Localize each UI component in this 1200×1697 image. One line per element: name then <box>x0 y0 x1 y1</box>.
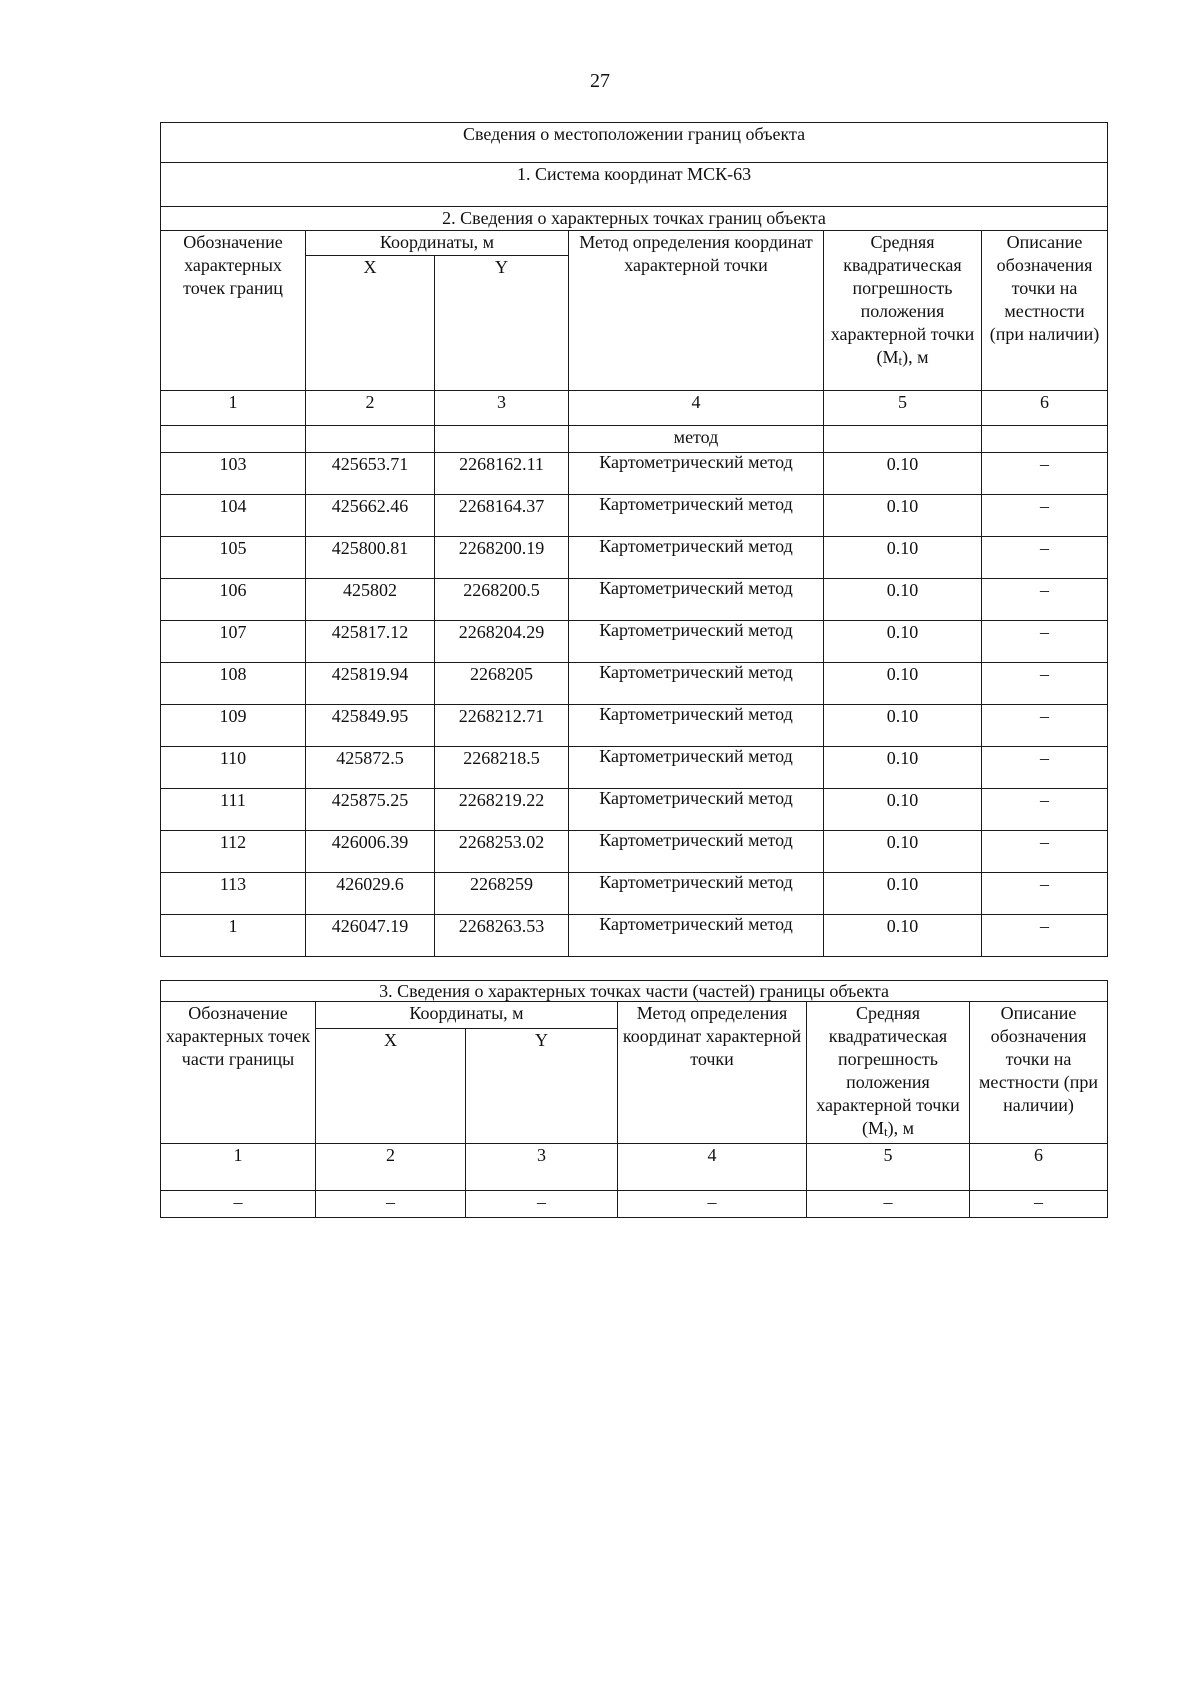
description-cell: – <box>982 579 1108 621</box>
y-coordinate-cell: 2268263.53 <box>435 915 569 957</box>
parts-table <box>160 980 1108 1218</box>
method-cell: Картометрический метод <box>569 453 824 495</box>
error-cell: 0.10 <box>824 705 982 747</box>
error-cell: 0.10 <box>824 873 982 915</box>
header-coordinates: Координаты, м <box>306 231 569 256</box>
empty-cell: – <box>618 1191 807 1218</box>
table-row <box>161 789 1108 831</box>
x-coordinate-cell: 425662.46 <box>306 495 435 537</box>
header-coordinates: Координаты, м <box>316 1002 618 1029</box>
method-cell: Картометрический метод <box>569 537 824 579</box>
empty-cell: – <box>970 1191 1108 1218</box>
y-coordinate-cell: 2268200.19 <box>435 537 569 579</box>
header-x: X <box>306 256 435 391</box>
description-cell: – <box>982 915 1108 957</box>
header-method: Метод определения координат характерной точки <box>618 1002 807 1144</box>
point-id-cell: 104 <box>161 495 306 537</box>
column-number: 4 <box>569 391 824 426</box>
section3-heading: 3. Сведения о характерных точках части (частей) границы объекта <box>161 981 1108 1002</box>
header-designation: Обозначение характерных точек границ <box>161 231 306 391</box>
section2-heading: 2. Сведения о характерных точках границ объекта <box>161 207 1108 231</box>
column-number: 5 <box>807 1144 970 1191</box>
column-number: 5 <box>824 391 982 426</box>
header-error: Средняя квадратическая погрешность положения характерной точки $(M_t)$, м <box>807 1002 970 1144</box>
point-id-cell: 110 <box>161 747 306 789</box>
method-cell: Картометрический метод <box>569 747 824 789</box>
boundary-table <box>160 122 1108 957</box>
point-id-cell: 1 <box>161 915 306 957</box>
description-cell: – <box>982 873 1108 915</box>
table-row <box>161 453 1108 495</box>
point-id-cell: 109 <box>161 705 306 747</box>
column-number: 1 <box>161 1144 316 1191</box>
y-coordinate-cell: 2268219.22 <box>435 789 569 831</box>
table-row <box>161 915 1108 957</box>
page-number: 27 <box>590 70 610 92</box>
table-title: Сведения о местоположении границ объекта <box>161 123 1108 163</box>
table-row <box>161 1191 1108 1218</box>
x-coordinate-cell: 425817.12 <box>306 621 435 663</box>
point-id-cell: 112 <box>161 831 306 873</box>
column-number: 6 <box>970 1144 1108 1191</box>
empty-cell: – <box>316 1191 466 1218</box>
header-x: X <box>316 1029 466 1144</box>
description-cell: – <box>982 537 1108 579</box>
method-cell: Картометрический метод <box>569 705 824 747</box>
column-number: 2 <box>306 391 435 426</box>
point-id-cell: 111 <box>161 789 306 831</box>
x-coordinate-cell: 425849.95 <box>306 705 435 747</box>
x-coordinate-cell: 425819.94 <box>306 663 435 705</box>
method-cell: Картометрический метод <box>569 621 824 663</box>
description-cell: – <box>982 831 1108 873</box>
error-cell: 0.10 <box>824 579 982 621</box>
error-cell: 0.10 <box>824 831 982 873</box>
description-cell: – <box>982 495 1108 537</box>
description-cell: – <box>982 663 1108 705</box>
point-id-cell: 106 <box>161 579 306 621</box>
y-coordinate-cell: 2268162.11 <box>435 453 569 495</box>
header-method: Метод определения координат характерной точки <box>569 231 824 391</box>
y-coordinate-cell: 2268253.02 <box>435 831 569 873</box>
header-designation: Обозначение характерных точек части границы <box>161 1002 316 1144</box>
column-number: 3 <box>435 391 569 426</box>
continuation-text: метод <box>569 426 824 453</box>
column-numbers-row <box>161 391 1108 426</box>
method-cell: Картометрический метод <box>569 663 824 705</box>
description-cell: – <box>982 747 1108 789</box>
error-cell: 0.10 <box>824 747 982 789</box>
x-coordinate-cell: 426006.39 <box>306 831 435 873</box>
column-number: 3 <box>466 1144 618 1191</box>
column-numbers-row <box>161 1144 1108 1191</box>
column-number: 6 <box>982 391 1108 426</box>
table-row <box>161 873 1108 915</box>
header-description: Описание обозначения точки на местности (при наличии) <box>970 1002 1108 1144</box>
table-row <box>161 747 1108 789</box>
column-number: 1 <box>161 391 306 426</box>
method-cell: Картометрический метод <box>569 831 824 873</box>
error-cell: 0.10 <box>824 663 982 705</box>
description-cell: – <box>982 621 1108 663</box>
y-coordinate-cell: 2268204.29 <box>435 621 569 663</box>
y-coordinate-cell: 2268259 <box>435 873 569 915</box>
header-y: Y <box>466 1029 618 1144</box>
empty-cell: – <box>807 1191 970 1218</box>
empty-cell: – <box>161 1191 316 1218</box>
header-y: Y <box>435 256 569 391</box>
x-coordinate-cell: 425653.71 <box>306 453 435 495</box>
error-cell: 0.10 <box>824 621 982 663</box>
point-id-cell: 108 <box>161 663 306 705</box>
method-cell: Картометрический метод <box>569 873 824 915</box>
y-coordinate-cell: 2268212.71 <box>435 705 569 747</box>
table-row <box>161 663 1108 705</box>
error-cell: 0.10 <box>824 915 982 957</box>
empty-cell: – <box>466 1191 618 1218</box>
description-cell: – <box>982 789 1108 831</box>
point-id-cell: 103 <box>161 453 306 495</box>
description-cell: – <box>982 705 1108 747</box>
x-coordinate-cell: 425875.25 <box>306 789 435 831</box>
point-id-cell: 105 <box>161 537 306 579</box>
column-number: 2 <box>316 1144 466 1191</box>
table-row <box>161 537 1108 579</box>
y-coordinate-cell: 2268218.5 <box>435 747 569 789</box>
method-cell: Картометрический метод <box>569 579 824 621</box>
x-coordinate-cell: 425802 <box>306 579 435 621</box>
x-coordinate-cell: 425800.81 <box>306 537 435 579</box>
table-row <box>161 495 1108 537</box>
method-cell: Картометрический метод <box>569 789 824 831</box>
table-row <box>161 621 1108 663</box>
point-id-cell: 113 <box>161 873 306 915</box>
description-cell: – <box>982 453 1108 495</box>
header-description: Описание обозначения точки на местности (при наличии) <box>982 231 1108 391</box>
y-coordinate-cell: 2268164.37 <box>435 495 569 537</box>
table-row <box>161 831 1108 873</box>
x-coordinate-cell: 426029.6 <box>306 873 435 915</box>
y-coordinate-cell: 2268200.5 <box>435 579 569 621</box>
coordinate-system: 1. Система координат МСК-63 <box>161 163 1108 207</box>
column-number: 4 <box>618 1144 807 1191</box>
table-row <box>161 579 1108 621</box>
x-coordinate-cell: 426047.19 <box>306 915 435 957</box>
x-coordinate-cell: 425872.5 <box>306 747 435 789</box>
error-cell: 0.10 <box>824 495 982 537</box>
error-cell: 0.10 <box>824 789 982 831</box>
method-cell: Картометрический метод <box>569 915 824 957</box>
method-cell: Картометрический метод <box>569 495 824 537</box>
continuation-row <box>161 426 1108 453</box>
error-cell: 0.10 <box>824 453 982 495</box>
table-row <box>161 705 1108 747</box>
y-coordinate-cell: 2268205 <box>435 663 569 705</box>
error-cell: 0.10 <box>824 537 982 579</box>
point-id-cell: 107 <box>161 621 306 663</box>
header-error: Средняя квадратическая погрешность положения характерной точки $(M_t)$, м <box>824 231 982 391</box>
